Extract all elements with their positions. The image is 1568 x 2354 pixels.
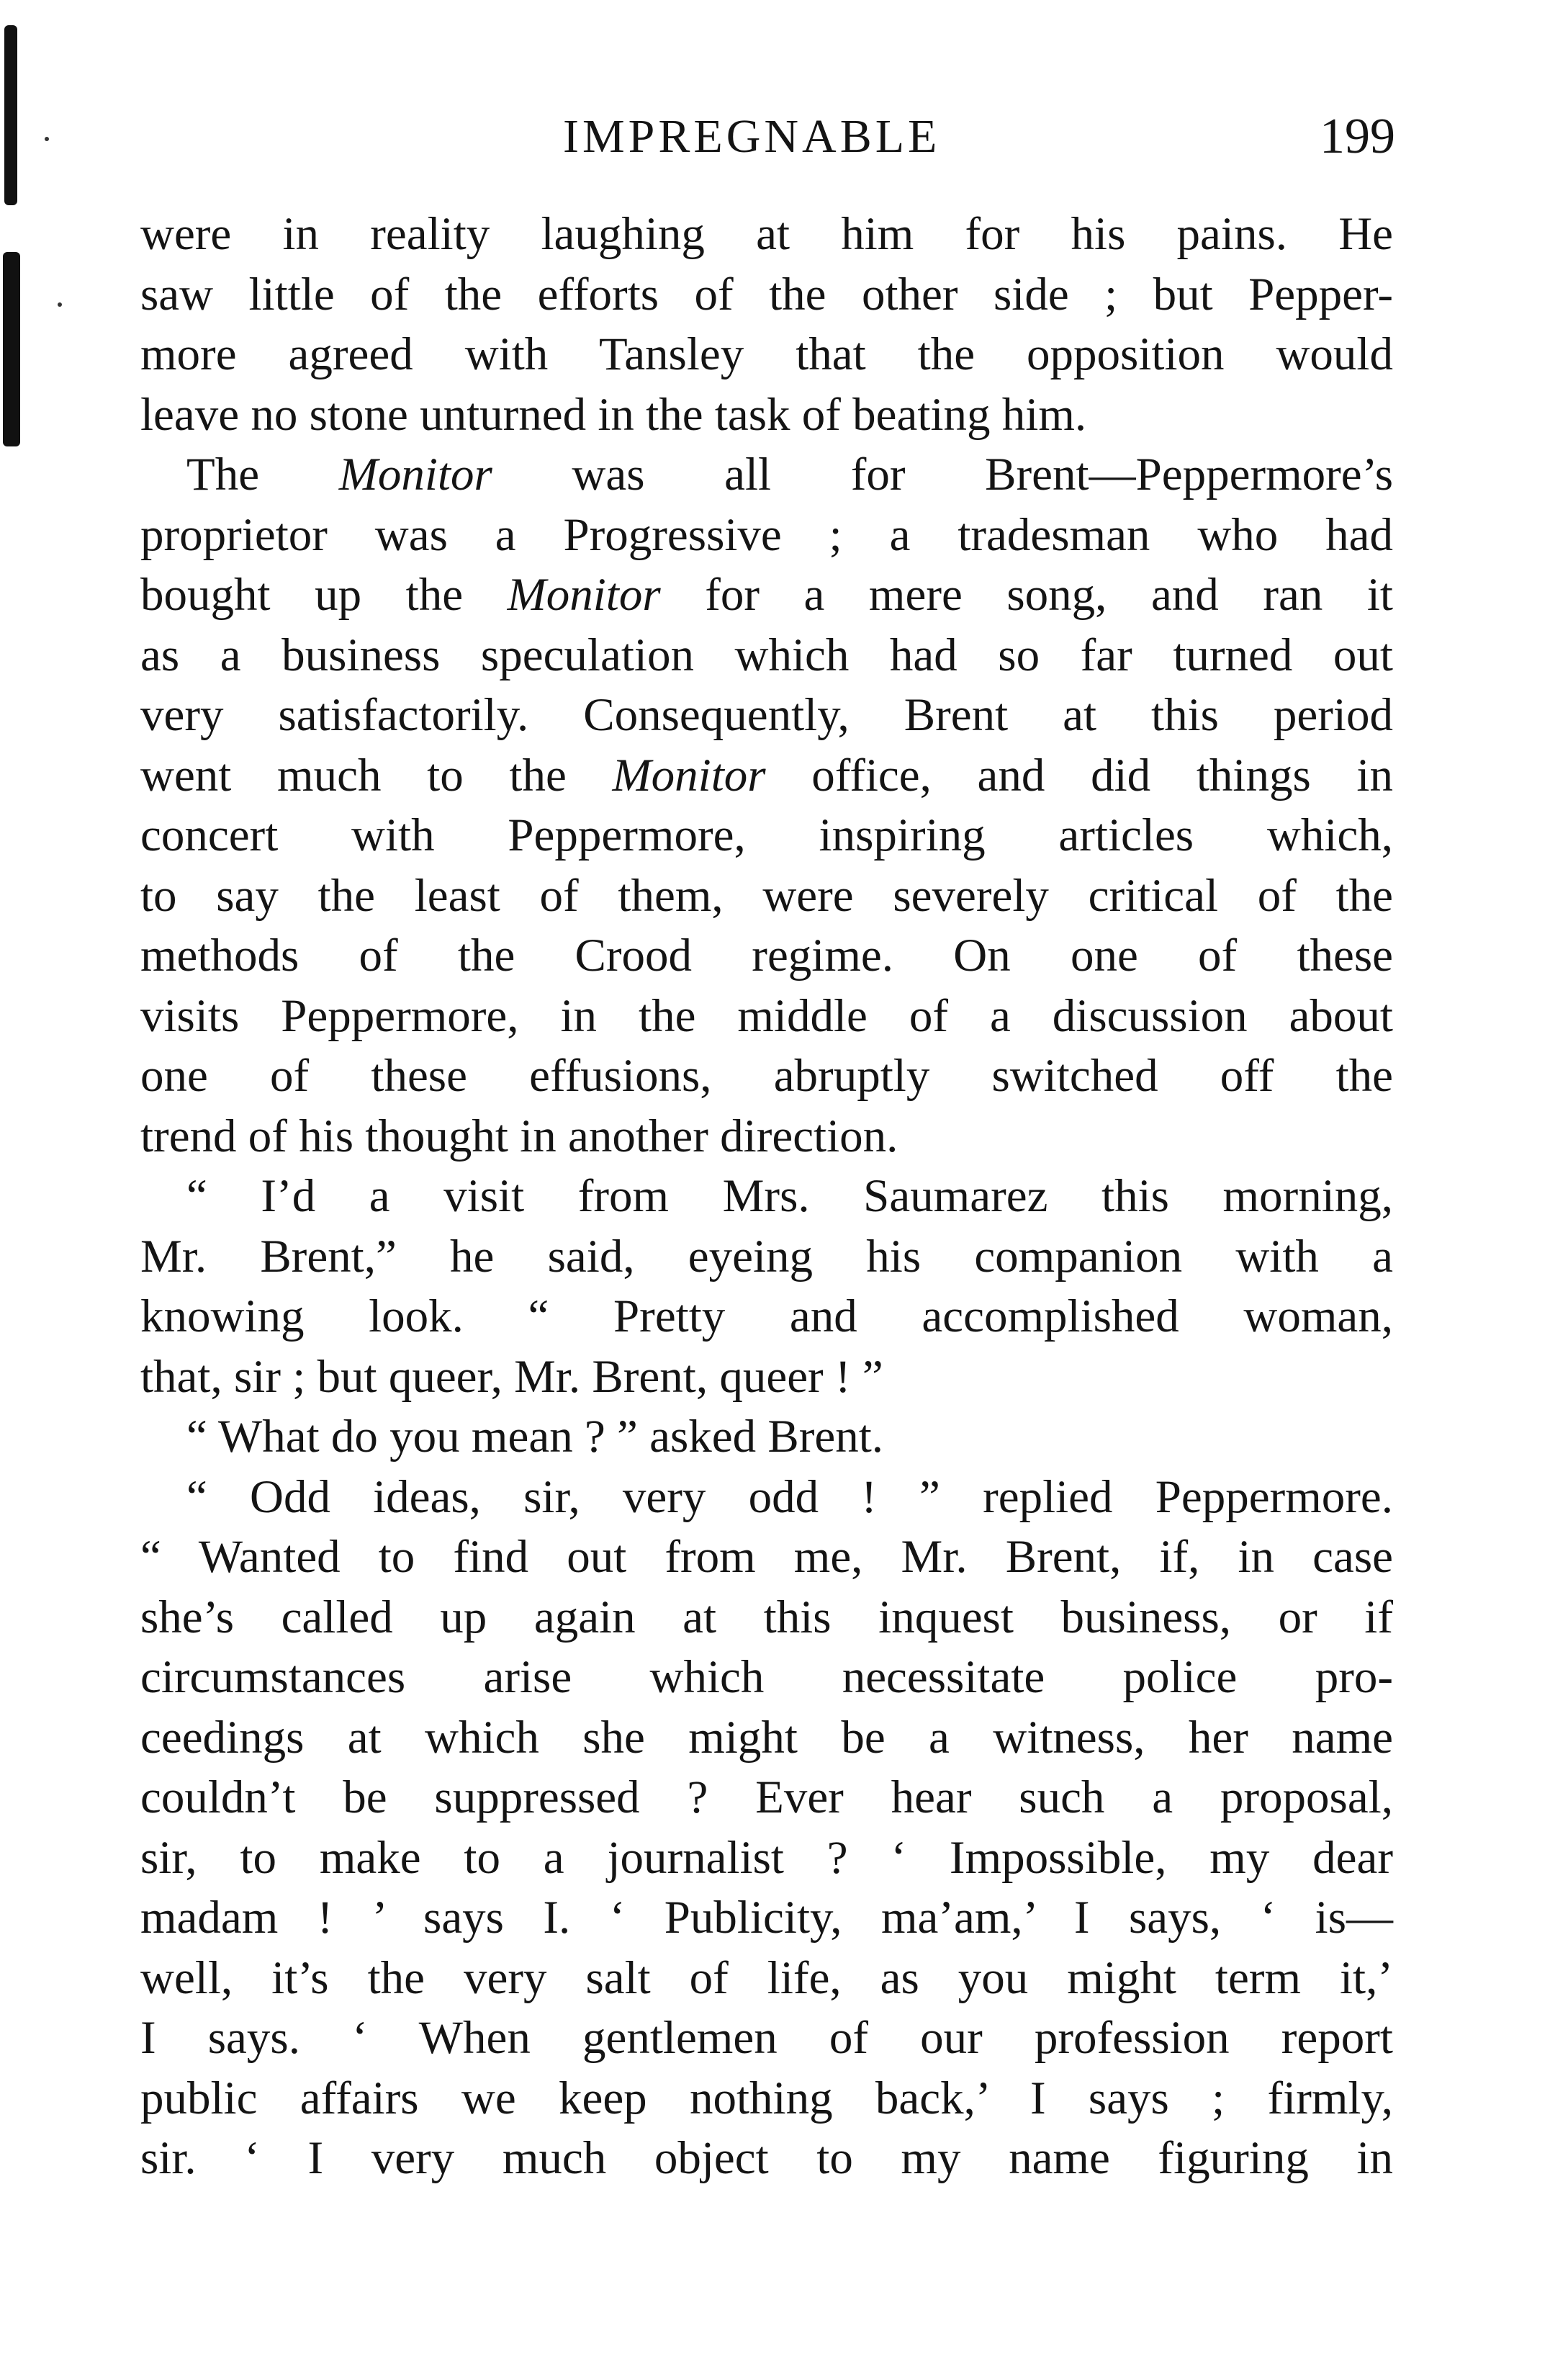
text-line: concert with Peppermore, inspiring articles which, bbox=[140, 809, 1393, 861]
text-line: as a business speculation which had so far turned out bbox=[140, 629, 1393, 681]
text-line: methods of the Crood regime. On one of these bbox=[140, 930, 1393, 981]
body-text bbox=[140, 205, 1393, 2189]
text-line: she’s called up again at this inquest business, or if bbox=[140, 1591, 1393, 1643]
text-line: one of these effusions, abruptly switched off the bbox=[140, 1050, 1393, 1102]
text-line: “ I’d a visit from Mrs. Saumarez this morning, bbox=[186, 1170, 1393, 1222]
text-line: ceedings at which she might be a witness, her name bbox=[140, 1711, 1393, 1764]
text-line: knowing look. “ Pretty and accomplished woman, bbox=[140, 1290, 1393, 1342]
text-line: “ Wanted to find out from me, Mr. Brent, if, in case bbox=[140, 1531, 1393, 1583]
text-line: sir. ‘ I very much object to my name figuring in bbox=[140, 2132, 1393, 2184]
text-line: very satisfactorily. Consequently, Brent at this period bbox=[140, 689, 1393, 741]
text-line: leave no stone unturned in the task of beating him. bbox=[140, 388, 1087, 441]
text-line: trend of his thought in another direction. bbox=[140, 1110, 898, 1162]
text-line: visits Peppermore, in the middle of a discussion about bbox=[140, 989, 1393, 1042]
paper-speck bbox=[58, 302, 62, 307]
text-line: public affairs we keep nothing back,’ I says ; firmly, bbox=[140, 2072, 1393, 2124]
text-line: The Monitor was all for Brent—Peppermore’s bbox=[186, 449, 1393, 500]
running-title: IMPREGNABLE bbox=[563, 110, 941, 163]
text-line: to say the least of them, were severely critical of the bbox=[140, 869, 1393, 922]
text-line: couldn’t be suppressed ? Ever hear such a proposal, bbox=[140, 1771, 1393, 1823]
text-line: bought up the Monitor for a mere song, and ran it bbox=[140, 569, 1393, 621]
text-line: well, it’s the very salt of life, as you might term it,’ bbox=[140, 1951, 1393, 2004]
text-line: went much to the Monitor office, and did things in bbox=[140, 749, 1393, 801]
text-line: circumstances arise which necessitate police pro- bbox=[140, 1651, 1393, 1703]
text-line: were in reality laughing at him for his pains. He bbox=[140, 208, 1393, 260]
text-line: saw little of the efforts of the other side ; but Pepper- bbox=[140, 268, 1393, 320]
text-line: that, sir ; but queer, Mr. Brent, queer ! ” bbox=[140, 1350, 883, 1403]
text-line: madam ! ’ says I. ‘ Publicity, ma’am,’ I says, ‘ is— bbox=[140, 1892, 1393, 1944]
text-line: “ What do you mean ? ” asked Brent. bbox=[186, 1411, 884, 1463]
binding-shadow-mark bbox=[3, 252, 20, 446]
page-number: 199 bbox=[1320, 109, 1395, 164]
text-line: Mr. Brent,” he said, eyeing his companion with a bbox=[140, 1230, 1393, 1282]
text-line: more agreed with Tansley that the opposition would bbox=[140, 328, 1393, 380]
text-line: sir, to make to a journalist ? ‘ Impossible, my dear bbox=[140, 1831, 1393, 1884]
text-line: proprietor was a Progressive ; a tradesman who had bbox=[140, 508, 1393, 561]
text-line: I says. ‘ When gentlemen of our profession report bbox=[140, 2012, 1393, 2064]
page-header bbox=[0, 101, 1568, 180]
text-line: “ Odd ideas, sir, very odd ! ” replied Peppermore. bbox=[186, 1470, 1393, 1523]
